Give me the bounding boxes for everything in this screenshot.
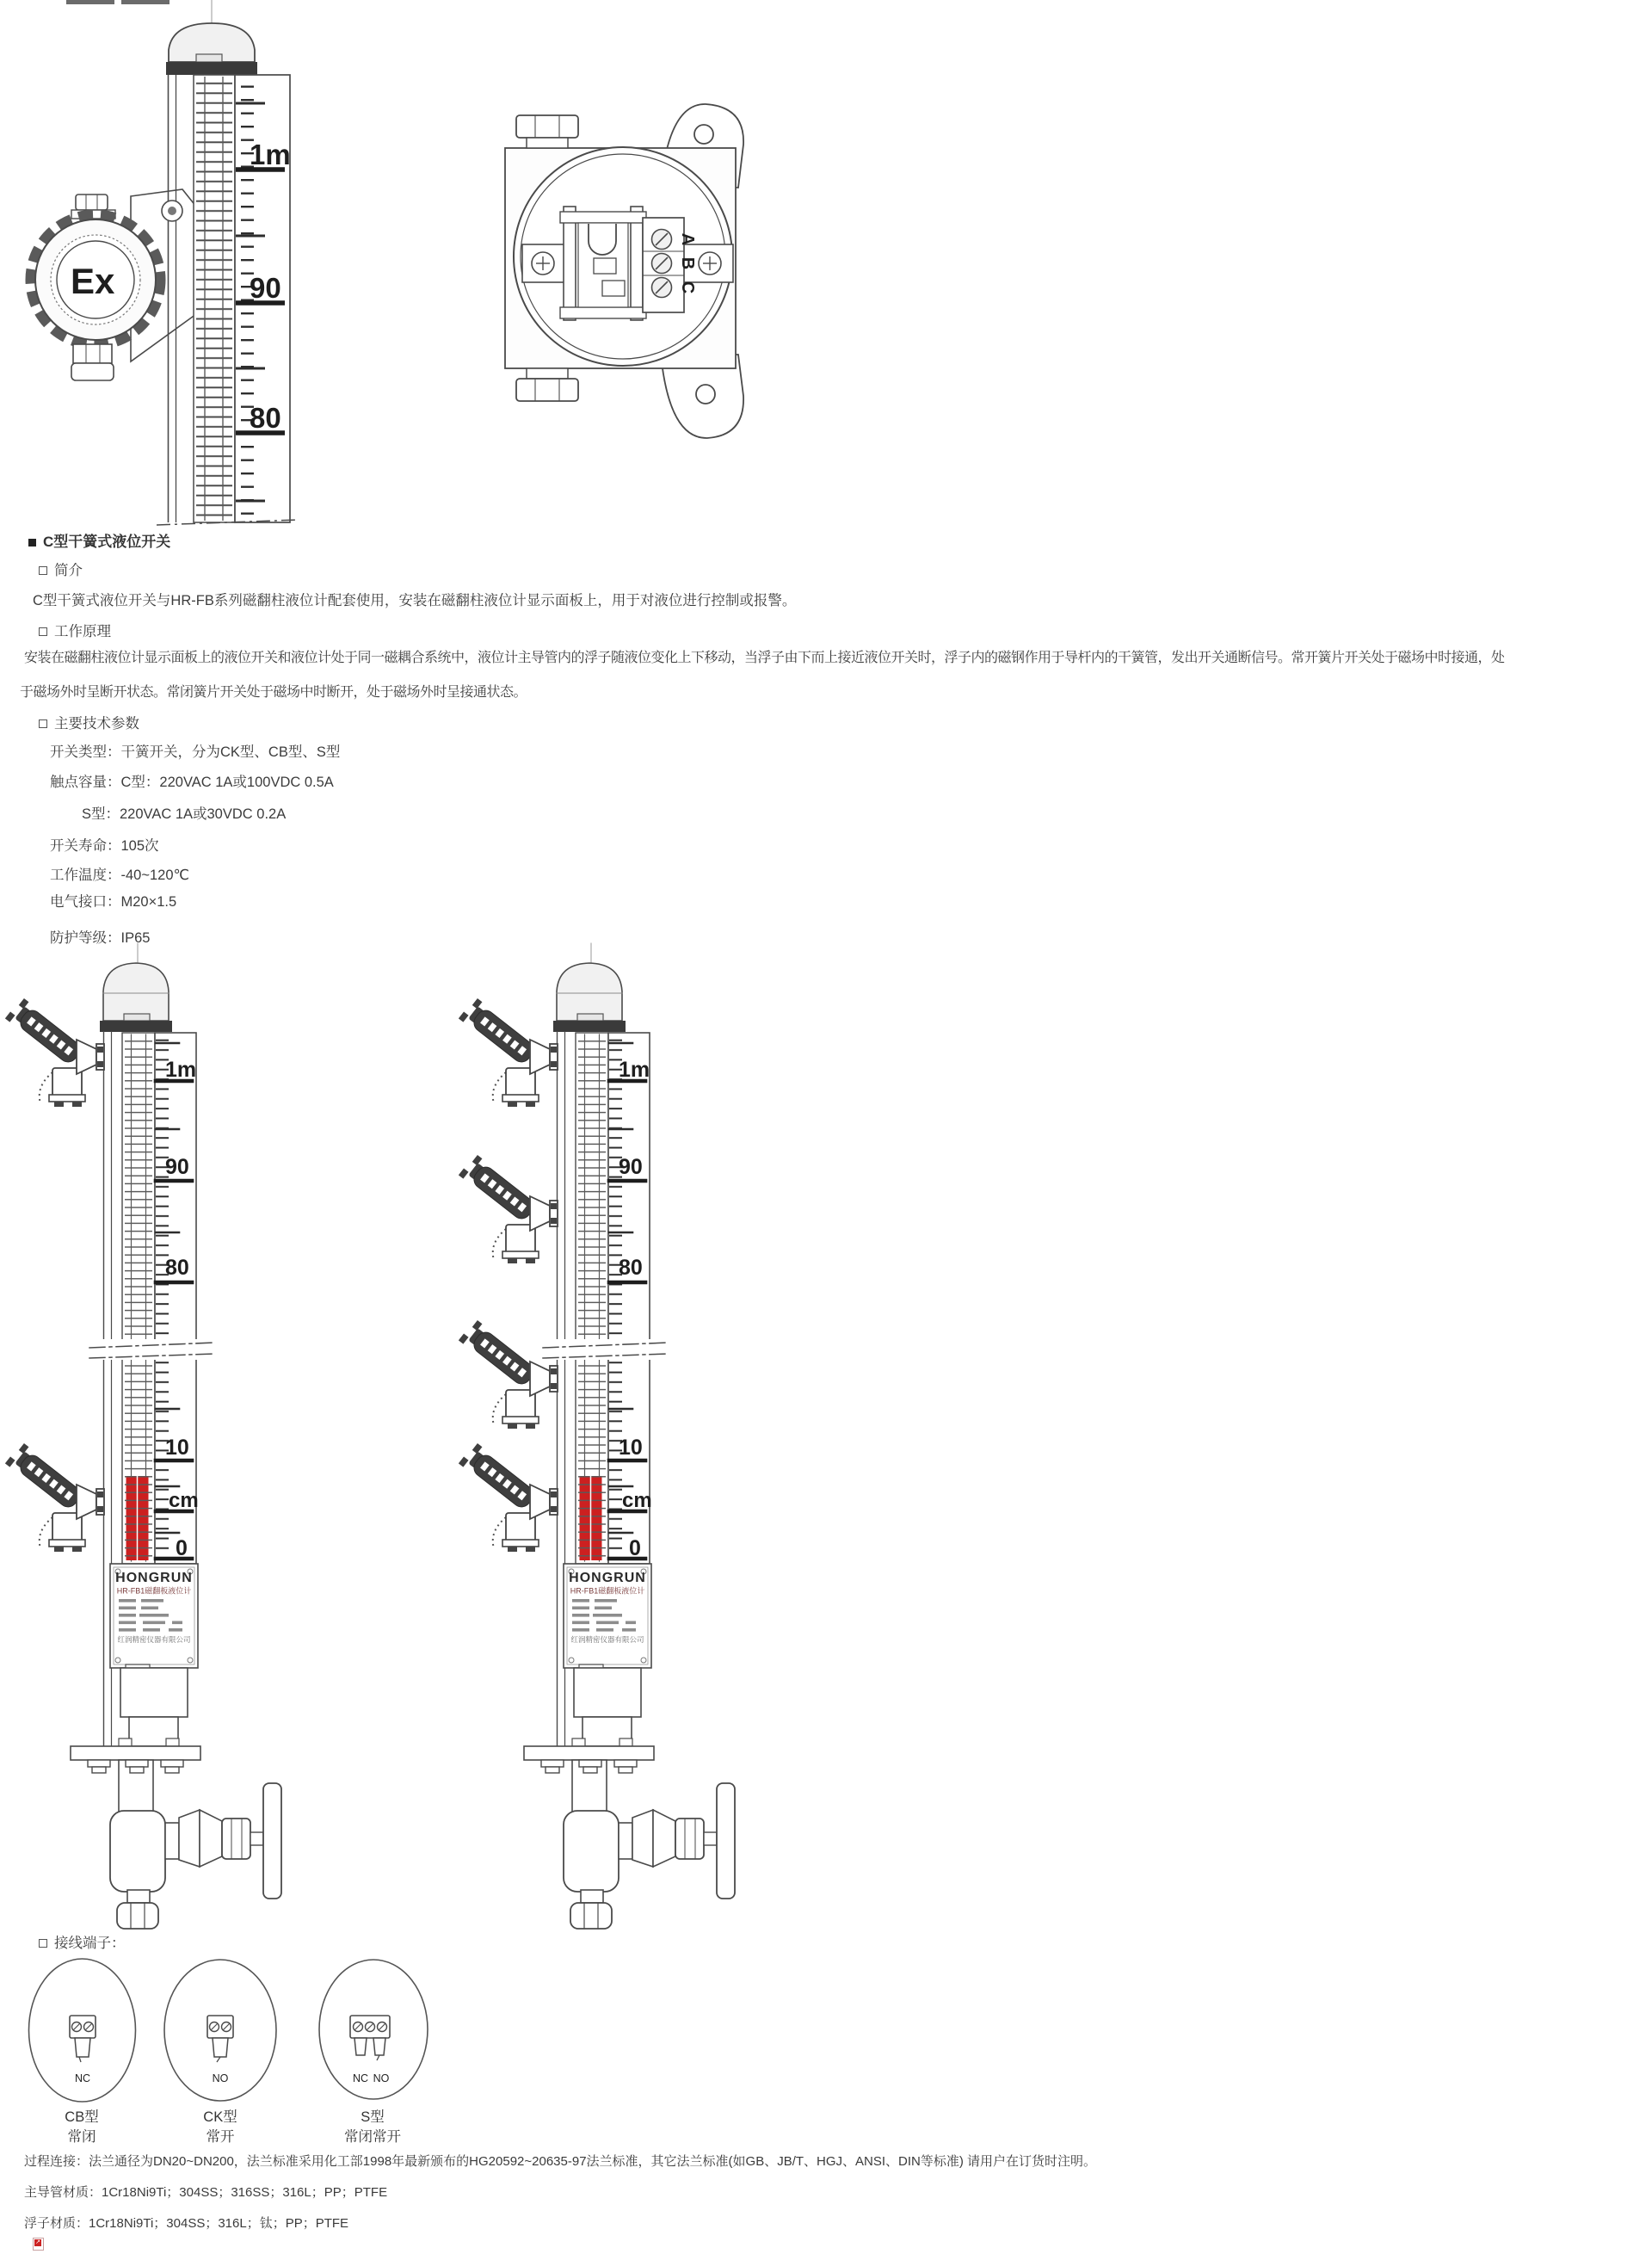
terminal-label-a: A [678,232,697,246]
fig-terminal-cb [29,1959,136,2102]
g2-scale-cm: cm [622,1489,652,1512]
terminal-mode-s: 常闭常开 [344,2129,401,2145]
ex-mark: Ex [71,261,115,301]
fig-gauge-with-ex-switch [30,0,297,525]
nameplate-model: HR-FB1磁翻板液位计 [570,1586,645,1596]
terminals-heading-row [39,1935,126,1952]
fig-terminal-ck [164,1960,276,2101]
section-title-row [28,534,170,551]
intro-heading: 简介 [54,563,83,578]
g2-scale-90: 90 [619,1155,643,1179]
page-title: C型干簧式液位开关 [43,534,171,550]
subsection-bullet-icon [39,719,47,728]
nameplate-company: 红润精密仪器有限公司 [570,1635,644,1644]
footer-process-connection: 过程连接：法兰通径为DN20~DN200，法兰标准采用化工部1998年最新颁布的HG20592~20635-97法兰标准，其它法兰标准(如GB、JB/T、HGJ、ANSI、DIN等标准) 请用户在订货时注明。 [24,2154,1097,2169]
reed-switch-2 [459,1153,558,1263]
s-contact-label-no: NO [373,2072,390,2084]
g1-scale-cm: cm [169,1489,199,1512]
cb-contact-label: NC [74,2072,91,2084]
nameplate-brand: HONGRUN [569,1571,646,1585]
param-port: 电气接口：M20×1.5 [50,894,177,910]
terminal-label-b: B [678,256,697,270]
fig-gauge-two-switches [5,943,281,1929]
reed-switch-1 [459,997,558,1107]
broken-image-icon: ↗ [33,2238,44,2251]
fig1-scale-90: 90 [250,272,281,304]
intro-heading-row [39,562,83,579]
g2-scale-0: 0 [629,1536,641,1560]
terminal-mode-cb: 常闭 [67,2129,96,2145]
ck-contact-label: NO [212,2072,229,2084]
fig-gauge-four-switches [459,943,735,1929]
g1-scale-1m: 1m [165,1058,197,1082]
subsection-bullet-icon [39,1939,47,1948]
s-contact-label-nc: NC [352,2072,369,2084]
terminal-label-c: C [678,281,697,294]
nameplate-company: 红润精密仪器有限公司 [117,1635,191,1644]
param-ip: 防护等级：IP65 [50,930,151,946]
principle-heading: 工作原理 [54,624,111,639]
g1-scale-10: 10 [165,1436,189,1460]
reed-switch-2 [5,1442,104,1552]
footer-float-material: 浮子材质：1Cr18Ni9Ti；304SS；316L；钛；PP；PTFE [24,2216,349,2231]
principle-line-2: 于磁场外时呈断开状态。常闭簧片开关处于磁场中时断开，处于磁场外时呈接通状态。 [20,685,527,700]
fig-terminal-s [319,1960,428,2099]
reed-switch-4 [459,1442,558,1552]
terminal-type-ck: CK型 [203,2109,237,2125]
params-heading: 主要技术参数 [54,716,139,732]
fig-switch-enclosure-front [505,104,743,438]
terminal-type-cb: CB型 [65,2109,99,2125]
g2-scale-80: 80 [619,1256,643,1280]
g1-scale-80: 80 [165,1256,189,1280]
reed-switch-3 [459,1318,558,1429]
param-contact-c: 触点容量：C型：220VAC 1A或100VDC 0.5A [50,775,334,790]
reed-switch-1 [5,997,104,1107]
param-contact-s: S型：220VAC 1A或30VDC 0.2A [82,806,287,822]
section-bullet-icon [28,539,36,547]
subsection-bullet-icon [39,627,47,636]
param-temp: 工作温度：-40~120℃ [50,868,190,883]
nameplate-brand: HONGRUN [115,1571,193,1585]
fig1-scale-1m: 1m [250,139,291,170]
g1-scale-0: 0 [176,1536,188,1560]
g2-scale-1m: 1m [619,1058,650,1082]
terminals-heading: 接线端子： [54,1936,126,1951]
nameplate-model: HR-FB1磁翻板液位计 [116,1586,192,1596]
fig1-scale-80: 80 [250,402,281,434]
terminal-mode-ck: 常开 [206,2129,235,2145]
param-life: 开关寿命：105次 [50,838,159,854]
principle-heading-row [39,623,111,640]
g2-scale-10: 10 [619,1436,643,1460]
terminal-type-s: S型 [361,2109,385,2125]
footer-tube-material: 主导管材质：1Cr18Ni9Ti；304SS；316SS；316L；PP；PTFE [24,2185,388,2200]
intro-paragraph: C型干簧式液位开关与HR-FB系列磁翻柱液位计配套使用，安装在磁翻柱液位计显示面板上，用于对液位进行控制或报警。 [33,593,797,608]
g1-scale-90: 90 [165,1155,189,1179]
subsection-bullet-icon [39,566,47,575]
principle-line-1: 安装在磁翻柱液位计显示面板上的液位开关和液位计处于同一磁耦合系统中，液位计主导管内的浮子随液位变化上下移动，当浮子由下而上接近液位开关时，浮子内的磁钢作用于导杆内的干簧管，发出开关通断信号。常开簧片开关处于磁场中时接通，处 [24,651,1505,665]
param-switch-type: 开关类型：干簧开关，分为CK型、CB型、S型 [50,744,341,760]
params-heading-row [39,715,139,732]
